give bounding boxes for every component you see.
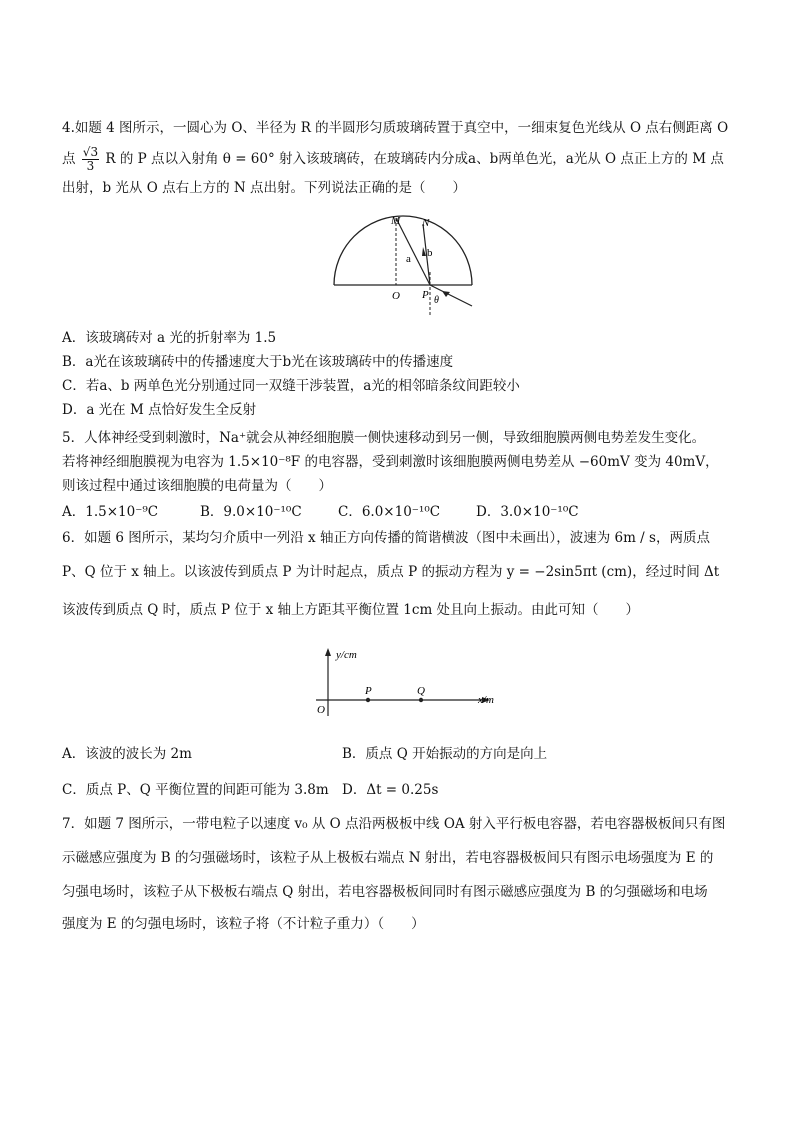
q6-figure — [310, 646, 500, 726]
q6-option-d: D．Δt = 0.25s — [342, 782, 439, 798]
q5-option-a: A．1.5×10⁻⁹C — [62, 504, 159, 520]
q4-line-2 — [62, 146, 724, 173]
origin-label: O — [317, 704, 325, 716]
label-O: O — [392, 290, 400, 302]
x-axis-label: x/m — [478, 694, 494, 706]
q4-option-a: A．该玻璃砖对 a 光的折射率为 1.5 — [62, 330, 277, 346]
q4-line-3: 出射，b 光从 O 点右上方的 N 点出射。下列说法正确的是（ ） — [62, 180, 466, 196]
q5-options — [62, 502, 579, 522]
q5-option-b: B．9.0×10⁻¹⁰C — [200, 504, 302, 520]
q4-fraction-denominator: 3 — [86, 159, 95, 173]
q4-option-c: C．若a、b 两单色光分别通过同一双缝干涉装置，a光的相邻暗条纹间距较小 — [62, 378, 520, 394]
q7-line-3: 匀强电场时，该粒子从下极板右端点 Q 射出，若电容器极板间同时有图示磁感应强度为 B 的匀强磁场和电场 — [62, 884, 708, 900]
q5-line-2: 若将神经细胞膜视为电容为 1.5×10⁻⁸F 的电容器，受到刺激时该细胞膜两侧电势差从 −60mV 变为 40mV， — [62, 454, 719, 470]
q7-line-1: 7．如题 7 图所示，一带电粒子以速度 v₀ 从 O 点沿两极板中线 OA 射入平行板电容器，若电容器极板间只有图 — [62, 816, 726, 832]
q6-options-row-2 — [62, 780, 438, 800]
q4-line-1: 4.如题 4 图所示，一圆心为 O、半径为 R 的半圆形匀质玻璃砖置于真空中，一细束复色光线从 O 点右侧距离 O — [62, 120, 729, 136]
y-axis-label: y/cm — [336, 649, 357, 661]
semicircle-arc — [334, 216, 472, 285]
q7-line-4: 强度为 E 的匀强电场时，该粒子将（不计粒子重力）（ ） — [62, 916, 425, 932]
q5-option-c: C．6.0×10⁻¹⁰C — [338, 504, 441, 520]
q4-fraction-numerator: √3 — [82, 145, 99, 159]
q6-line-3: 该波传到质点 Q 时，质点 P 位于 x 轴上方距其平衡位置 1cm 处且向上振动。由此可知（ ） — [62, 602, 640, 618]
q6-option-c: C．质点 P、Q 平衡位置的间距可能为 3.8m — [62, 782, 329, 798]
q4-option-b: B．a光在该玻璃砖中的传播速度大于b光在该玻璃砖中的传播速度 — [62, 354, 454, 370]
y-axis-arrow — [325, 648, 331, 656]
point-Q — [419, 698, 423, 702]
q4-option-d: D．a 光在 M 点恰好发生全反射 — [62, 402, 257, 418]
q4-figure — [326, 212, 480, 320]
label-b: b — [427, 247, 433, 259]
q7-line-2: 示磁感应强度为 B 的匀强磁场时，该粒子从上极板右端点 N 射出，若电容器极板间只有图示电场强度为 E 的 — [62, 850, 714, 866]
q5-line-3: 则该过程中通过该细胞膜的电荷量为（ ） — [62, 478, 332, 494]
label-P: P — [422, 289, 429, 301]
q6-option-a: A．该波的波长为 2m — [62, 746, 192, 762]
label-P: P — [365, 685, 372, 697]
q5-line-1: 5．人体神经受到刺激时，Na⁺就会从神经细胞膜一侧快速移动到另一侧，导致细胞膜两侧电势差发生变化。 — [62, 430, 706, 446]
q6-options-row-1 — [62, 744, 547, 764]
q4-line-2-prefix: 点 — [62, 151, 76, 167]
label-Q: Q — [417, 685, 425, 697]
label-theta: θ — [434, 295, 439, 306]
q6-option-b: B．质点 Q 开始振动的方向是向上 — [342, 746, 548, 762]
point-P — [366, 698, 370, 702]
label-N: N — [422, 217, 430, 229]
label-a: a — [406, 253, 411, 265]
q4-fraction — [82, 146, 99, 173]
q5-option-d: D．3.0×10⁻¹⁰C — [476, 504, 579, 520]
q4-line-2-suffix: R 的 P 点以入射角 θ = 60° 射入该玻璃砖，在玻璃砖内分成a、b两单色光，a光从 O 点正上方的 M 点 — [105, 151, 724, 167]
q6-line-1: 6．如题 6 图所示，某均匀介质中一列沿 x 轴正方向传播的简谐横波（图中未画出），波速为 6m / s，两质点 — [62, 530, 710, 546]
q6-line-2: P、Q 位于 x 轴上。以该波传到质点 P 为计时起点，质点 P 的振动方程为 y = −2sin5πt (cm)，经过时间 Δt — [62, 564, 720, 580]
label-M: M — [391, 215, 401, 227]
